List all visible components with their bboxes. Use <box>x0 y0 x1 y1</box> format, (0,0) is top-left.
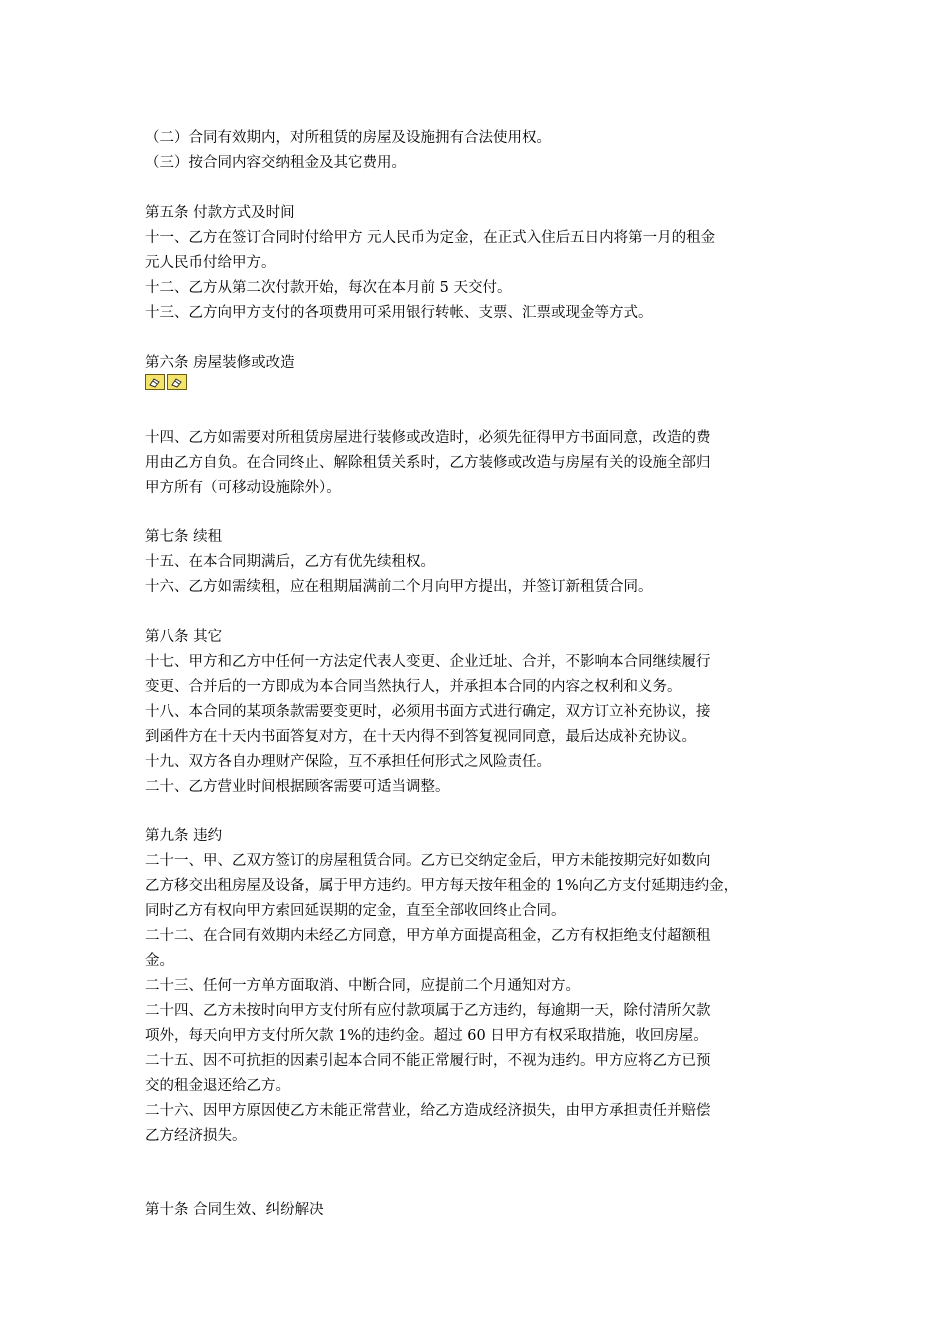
text-line: 到函件方在十天内书面答复对方，在十天内得不到答复视同同意，最后达成补充协议。 <box>145 729 696 745</box>
text-line: 用由乙方自负。在合同终止、解除租赁关系时，乙方装修或改造与房屋有关的设施全部归 <box>145 455 711 471</box>
text-line: 二十六、因甲方原因使乙方未能正常营业，给乙方造成经济损失，由甲方承担责任并赔偿 <box>145 1103 711 1119</box>
text-line: 交的租金退还给乙方。 <box>145 1078 290 1094</box>
section-heading: 第九条 违约 <box>145 828 223 844</box>
text-line: 二十、乙方营业时间根据顾客需要可适当调整。 <box>145 779 450 795</box>
embedded-object-icons <box>145 374 187 390</box>
section-heading: 第十条 合同生效、纠纷解决 <box>145 1202 324 1218</box>
text-line: 十四、乙方如需要对所租赁房屋进行装修或改造时，必须先征得甲方书面同意，改造的费 <box>145 430 711 446</box>
text-line: 十二、乙方从第二次付款开始，每次在本月前 5 天交付。 <box>145 280 512 296</box>
section-heading: 第七条 续租 <box>145 529 223 545</box>
section-heading: 第六条 房屋装修或改造 <box>145 355 295 371</box>
text-line: 十七、甲方和乙方中任何一方法定代表人变更、企业迁址、合并，不影响本合同继续履行 <box>145 654 711 670</box>
text-line: 十五、在本合同期满后，乙方有优先续租权。 <box>145 554 435 570</box>
attachment-icon[interactable] <box>145 374 165 390</box>
section-heading: 第五条 付款方式及时间 <box>145 205 295 221</box>
text-line: 元人民币付给甲方。 <box>145 255 276 271</box>
text-line: 同时乙方有权向甲方索回延误期的定金，直至全部收回终止合同。 <box>145 903 566 919</box>
text-line: 十八、本合同的某项条款需要变更时，必须用书面方式进行确定，双方订立补充协议，接 <box>145 704 711 720</box>
text-line: 二十一、甲、乙双方签订的房屋租赁合同。乙方已交纳定金后，甲方未能按期完好如数向 <box>145 853 711 869</box>
text-line: 项外，每天向甲方支付所欠款 1%的违约金。超过 60 日甲方有权采取措施，收回房屋。 <box>145 1028 708 1044</box>
text-line: 二十二、在合同有效期内未经乙方同意，甲方单方面提高租金，乙方有权拒绝支付超额租 <box>145 928 711 944</box>
text-line: 二十四、乙方未按时向甲方支付所有应付款项属于乙方违约，每逾期一天，除付清所欠款 <box>145 1003 711 1019</box>
text-line: （三）按合同内容交纳租金及其它费用。 <box>145 155 406 171</box>
section-heading: 第八条 其它 <box>145 629 223 645</box>
text-line: 二十三、任何一方单方面取消、中断合同，应提前二个月通知对方。 <box>145 978 580 994</box>
text-line: 乙方移交出租房屋及设备，属于甲方违约。甲方每天按年租金的 1%向乙方支付延期违约金， <box>145 878 739 894</box>
text-line: 十九、双方各自办理财产保险，互不承担任何形式之风险责任。 <box>145 754 551 770</box>
text-line: 十一、乙方在签订合同时付给甲方 元人民币为定金，在正式入住后五日内将第一月的租金 <box>145 230 716 246</box>
text-line: 变更、合并后的一方即成为本合同当然执行人，并承担本合同的内容之权利和义务。 <box>145 679 682 695</box>
text-line: 金。 <box>145 953 174 969</box>
text-line: 二十五、因不可抗拒的因素引起本合同不能正常履行时，不视为违约。甲方应将乙方已预 <box>145 1053 711 1069</box>
text-line: 十六、乙方如需续租，应在租期届满前二个月向甲方提出，并签订新租赁合同。 <box>145 579 653 595</box>
attachment-icon[interactable] <box>167 374 187 390</box>
text-line: （二）合同有效期内，对所租赁的房屋及设施拥有合法使用权。 <box>145 130 551 146</box>
text-line: 乙方经济损失。 <box>145 1128 247 1144</box>
text-line: 十三、乙方向甲方支付的各项费用可采用银行转帐、支票、汇票或现金等方式。 <box>145 305 653 321</box>
text-line: 甲方所有（可移动设施除外）。 <box>145 480 341 496</box>
